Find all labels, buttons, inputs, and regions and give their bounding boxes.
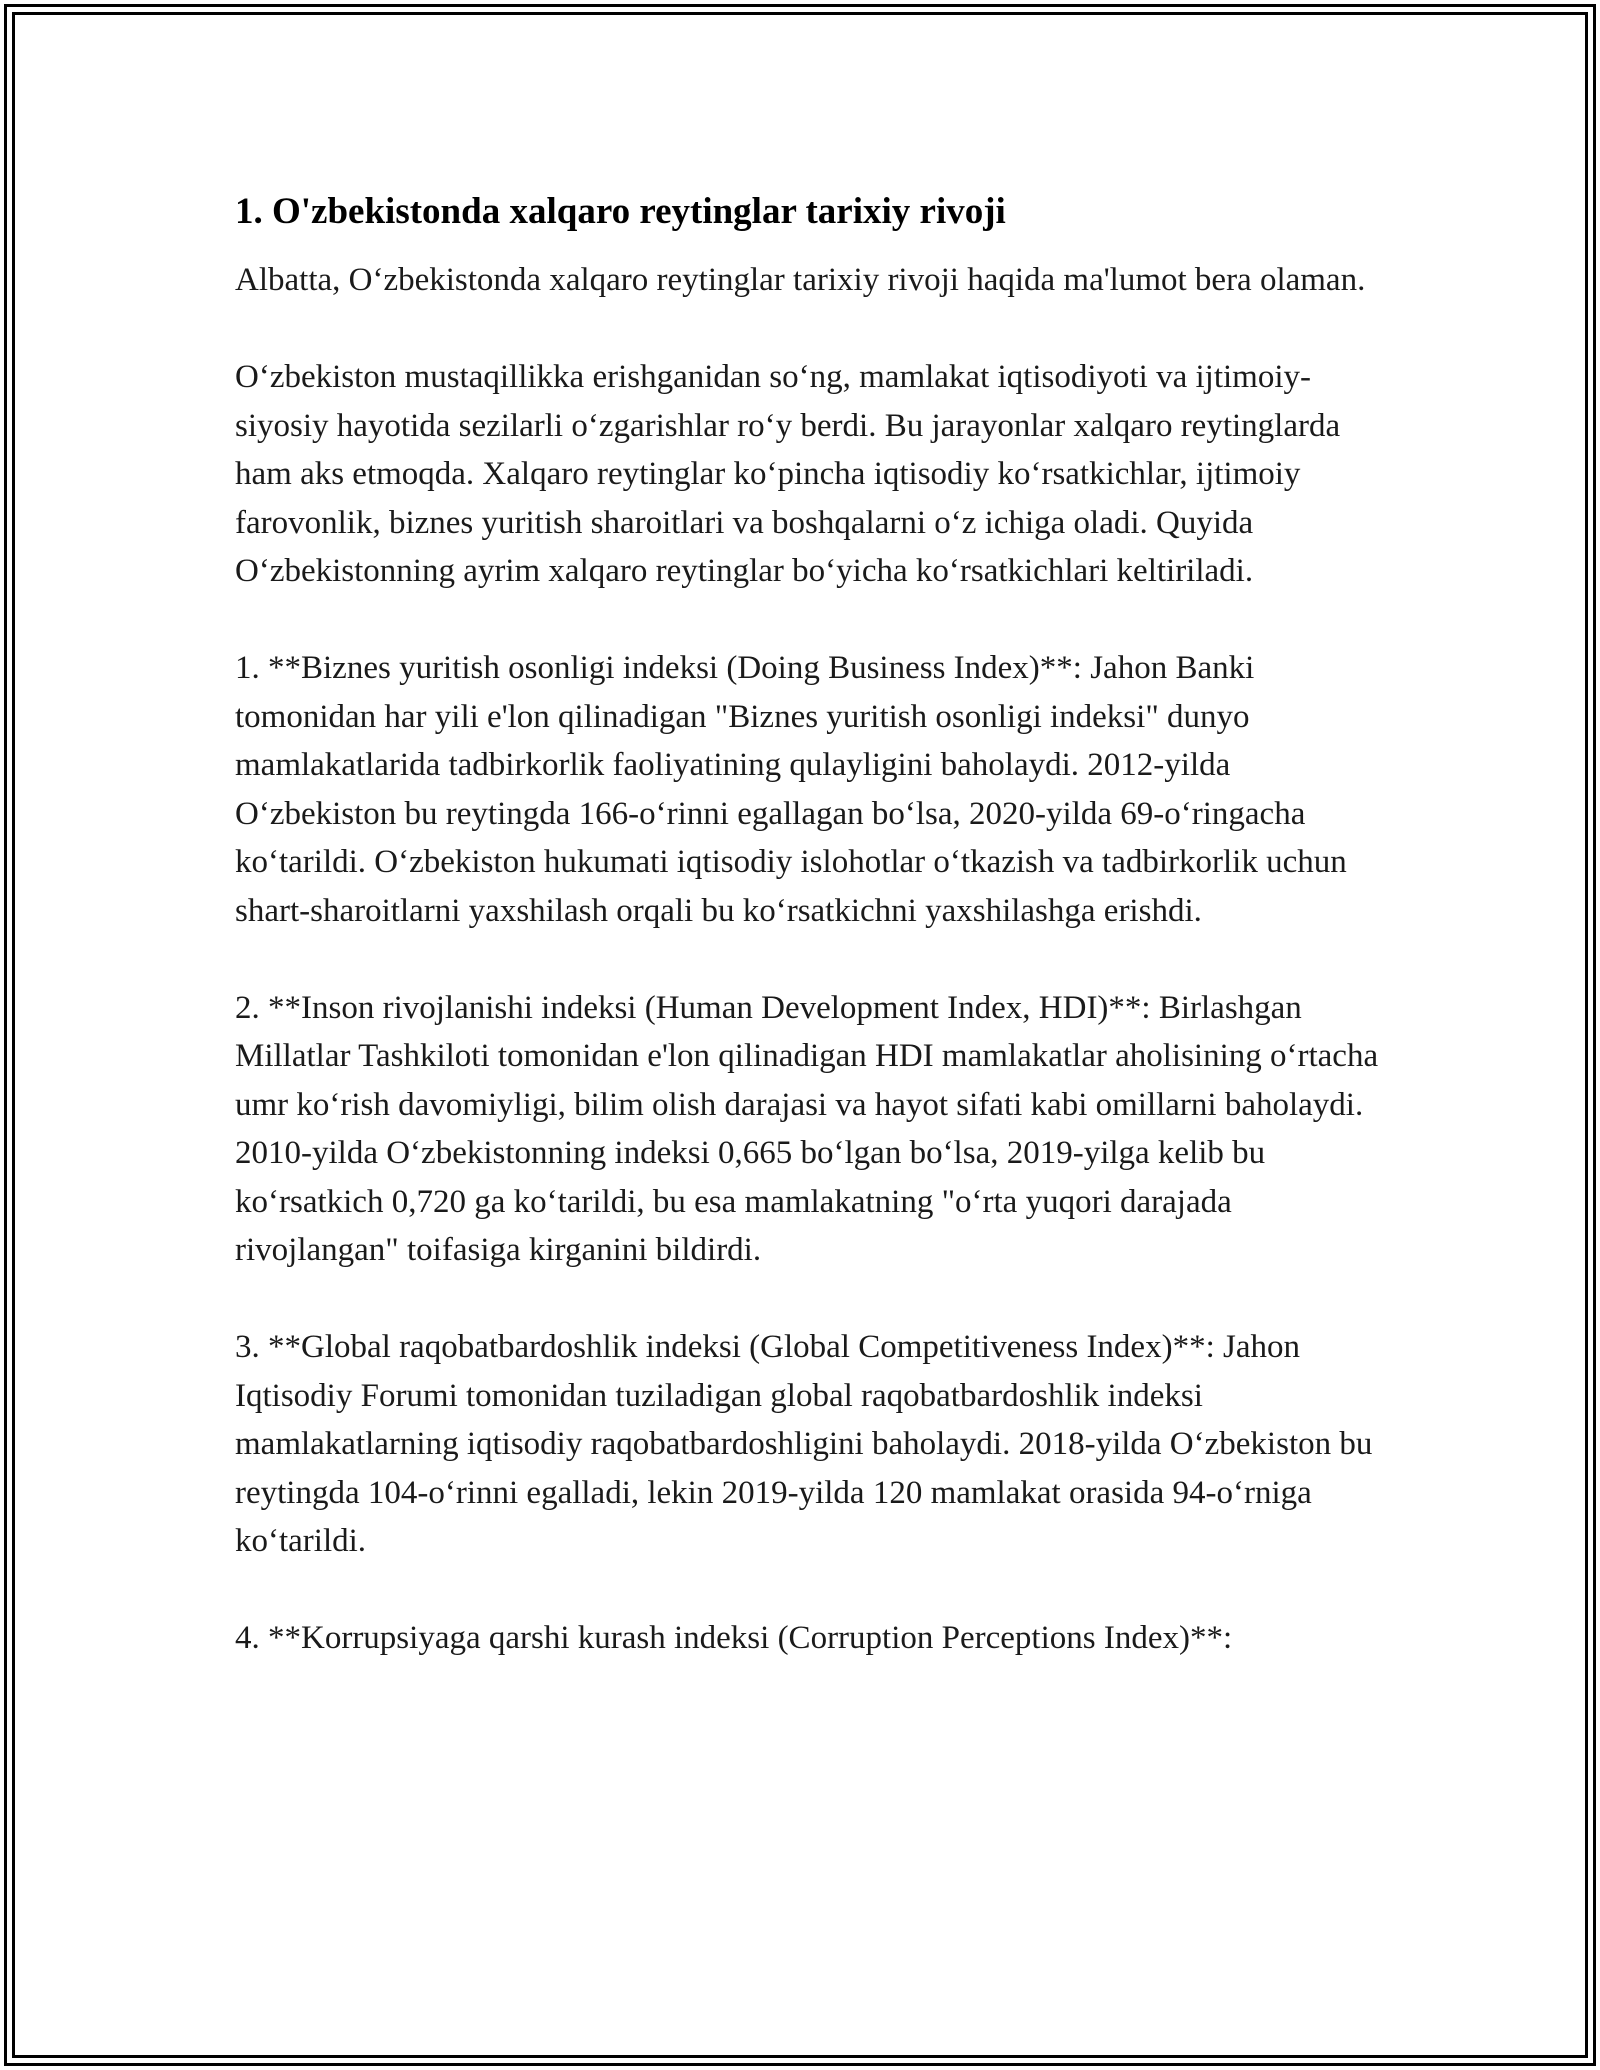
document-title: 1. O'zbekistonda xalqaro reytinglar tarixiy rivoji <box>235 191 1006 232</box>
paragraph-doing-business: 1. **Biznes yuritish osonligi indeksi (Doing Business Index)**: Jahon Banki tomonidan har yili e'lon qilinadigan "Biznes yuritish osonligi indeksi" dunyo mamlakatlarida tadbirkorlik faoliyatining qulayligini baholaydi. 2012-yilda O‘zbekiston bu reytingda 166-o‘rinni egallagan bo‘lsa, 2020-yilda 69-o‘ringacha ko‘tarildi. O‘zbekiston hukumati iqtisodiy islohotlar o‘tkazish va tadbirkorlik uchun shart-sharoitlarni yaxshilash orqali bu ko‘rsatkichni yaxshilashga erishdi. <box>235 650 1347 929</box>
paragraph-corruption: 4. **Korrupsiyaga qarshi kurash indeksi (Corruption Perceptions Index)**: <box>235 1620 1233 1656</box>
paragraph-overview: O‘zbekiston mustaqillikka erishganidan so‘ng, mamlakat iqtisodiyoti va ijtimoiy-siyosiy hayotida sezilarli o‘zgarishlar ro‘y berdi. Bu jarayonlar xalqaro reytinglarda ham aks etmoqda. Xalqaro reytinglar ko‘pincha iqtisodiy ko‘rsatkichlar, ijtimoiy farovonlik, biznes yuritish sharoitlari va boshqalarni o‘z ichiga oladi. Quyida O‘zbekistonning ayrim xalqaro reytinglar bo‘yicha ko‘rsatkichlari keltiriladi. <box>235 359 1341 589</box>
paragraph-hdi: 2. **Inson rivojlanishi indeksi (Human Development Index, HDI)**: Birlashgan Millatlar Tashkiloti tomonidan e'lon qilinadigan HDI mamlakatlar aholisining o‘rtacha umr ko‘rish davomiyligi, bilim olish darajasi va hayot sifati kabi omillarni baholaydi. 2010-yilda O‘zbekistonning indeksi 0,665 bo‘lgan bo‘lsa, 2019-yilga kelib bu ko‘rsatkich 0,720 ga ko‘tarildi, bu esa mamlakatning "o‘rta yuqori darajada rivojlangan" toifasiga kirganini bildirdi. <box>235 989 1379 1268</box>
paragraph-competitiveness: 3. **Global raqobatbardoshlik indeksi (Global Competitiveness Index)**: Jahon Iqtisodiy Forumi tomonidan tuziladigan global raqobatbardoshlik indeksi mamlakatlarning iqtisodiy raqobatbardoshligini baholaydi. 2018-yilda O‘zbekiston bu reytingda 104-o‘rinni egalladi, lekin 2019-yilda 120 mamlakat orasida 94-o‘rniga ko‘tarildi. <box>235 1329 1373 1559</box>
document-body <box>235 188 1385 1663</box>
paragraph-intro: Albatta, O‘zbekistonda xalqaro reytinglar tarixiy rivoji haqida ma'lumot bera olaman. <box>235 262 1366 298</box>
